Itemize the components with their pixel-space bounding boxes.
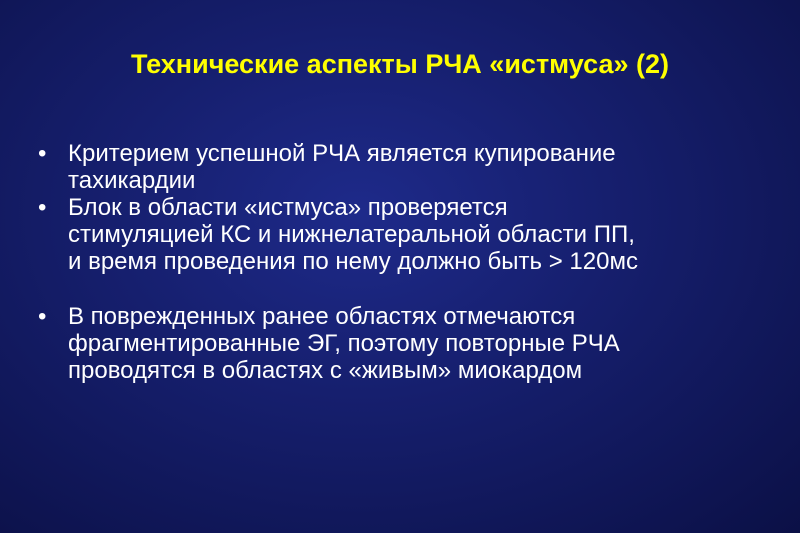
bullet-text-line: стимуляцией КС и нижнелатеральной области ПП, (68, 221, 635, 248)
bullet-item-2 (38, 194, 778, 275)
bullet-text-line: фрагментированные ЭГ, поэтому повторные РЧА (68, 330, 620, 357)
bullet-dot: • (38, 140, 47, 167)
bullet-list (38, 140, 778, 384)
bullet-text-line: Блок в области «истмуса» проверяется (68, 194, 508, 221)
bullet-text-line: тахикардии (68, 167, 196, 194)
bullet-text-line: и время проведения по нему должно быть > 120мс (68, 248, 638, 275)
bullet-item-1 (38, 140, 778, 194)
slide-title: Технические аспекты РЧА «истмуса» (2) (130, 49, 670, 79)
bullet-text-line: В поврежденных ранее областях отмечаются (68, 303, 576, 330)
bullet-item-3 (38, 303, 778, 384)
bullet-dot: • (38, 194, 47, 221)
bullet-dot: • (38, 303, 47, 330)
bullet-text-line: проводятся в областях с «живым» миокардом (68, 357, 583, 384)
bullet-text-line: Критерием успешной РЧА является купирование (68, 140, 616, 167)
